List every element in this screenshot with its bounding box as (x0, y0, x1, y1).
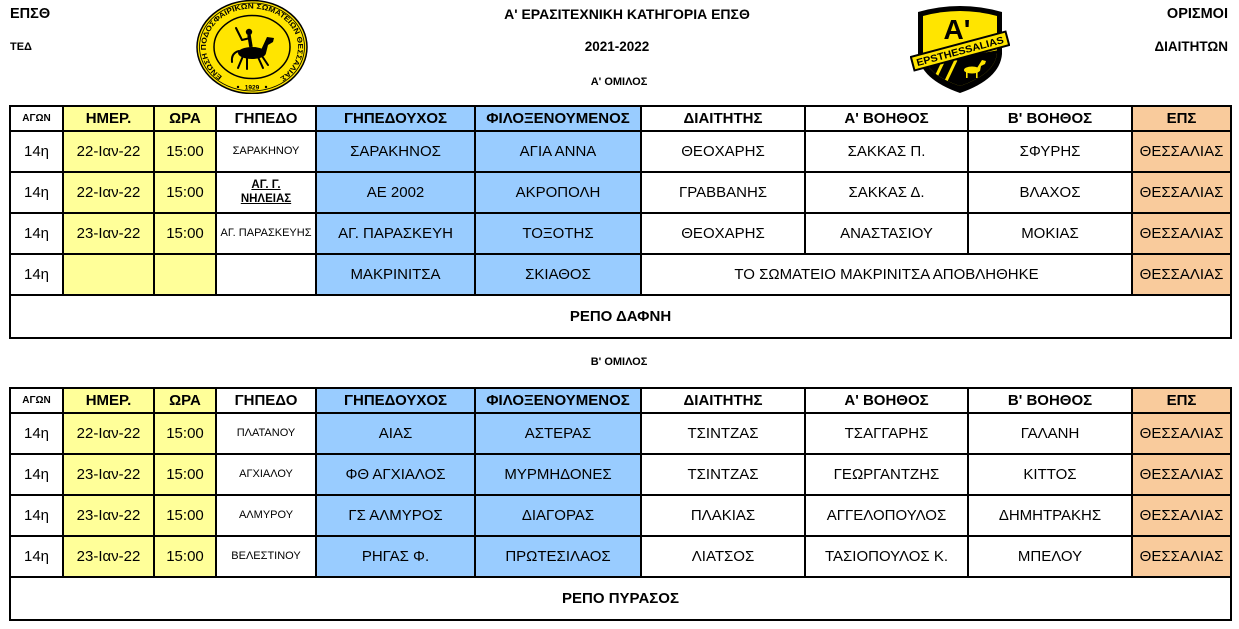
match-row (10, 454, 1231, 495)
match-row (10, 536, 1231, 577)
seal-ring-text: ΕΝΩΣΗ ΠΟΔΟΣΦΑΙΡΙΚΩΝ ΣΩΜΑΤΕΙΩΝ ΘΕΣΣΑΛΙΑΣ (198, 1, 306, 84)
federation-seal-icon (196, 0, 308, 94)
header-row (10, 388, 1231, 413)
time-cell: 15:00 (154, 495, 216, 536)
shield-mark-text: A' (943, 14, 971, 45)
union-cell: ΘΕΣΣΑΛΙΑΣ (1132, 413, 1231, 454)
away-team-cell: ΑΣΤΕΡΑΣ (475, 413, 641, 454)
referee-cell: ΘΕΟΧΑΡΗΣ (641, 131, 805, 172)
column-header-round: ΑΓΩΝ (10, 388, 63, 413)
union-cell: ΘΕΣΣΑΛΙΑΣ (1132, 454, 1231, 495)
referee-cell: ΓΡΑΒΒΑΝΗΣ (641, 172, 805, 213)
column-header-home-team: ΓΗΠΕΔΟΥΧΟΣ (316, 106, 475, 131)
referee-cell: ΛΙΑΤΣΟΣ (641, 536, 805, 577)
assistant-2-cell: ΜΠΕΛΟΥ (968, 536, 1132, 577)
round-cell: 14η (10, 213, 63, 254)
bye-team-cell: ΡΕΠΟ ΠΥΡΑΣΟΣ (10, 577, 1231, 620)
assistant-2-cell: ΒΛΑΧΟΣ (968, 172, 1132, 213)
bye-team-cell: ΡΕΠΟ ΔΑΦΝΗ (10, 295, 1231, 338)
column-header-union: ΕΠΣ (1132, 106, 1231, 131)
league-shield-icon (910, 2, 1010, 94)
time-cell: 15:00 (154, 131, 216, 172)
home-team-cell: ΣΑΡΑΚΗΝΟΣ (316, 131, 475, 172)
venue-label: ΑΓ. ΠΑΡΑΣΚΕΥΗΣ (220, 227, 312, 240)
away-team-cell: ΤΟΞΟΤΗΣ (475, 213, 641, 254)
away-team-cell: ΠΡΩΤΕΣΙΛΑΟΣ (475, 536, 641, 577)
assistant-1-cell: ΑΝΑΣΤΑΣΙΟΥ (805, 213, 968, 254)
union-cell: ΘΕΣΣΑΛΙΑΣ (1132, 536, 1231, 577)
column-header-assistant-1: Α' ΒΟΗΘΟΣ (805, 106, 968, 131)
assistant-1-cell: ΓΕΩΡΓΑΝΤΖΗΣ (805, 454, 968, 495)
date-cell: 23-Ιαν-22 (63, 213, 154, 254)
home-team-cell: ΜΑΚΡΙΝΙΤΣΑ (316, 254, 475, 295)
document-title-line-2: ΔΙΑΙΤΗΤΩΝ (1154, 39, 1228, 54)
venue-label: ΑΓ. Γ. ΝΗΛΕΙΑΣ (240, 179, 292, 205)
referee-cell: ΠΛΑΚΙΑΣ (641, 495, 805, 536)
union-cell: ΘΕΣΣΑΛΙΑΣ (1132, 254, 1231, 295)
venue-cell (216, 254, 316, 295)
document-title-line-1: ΟΡΙΣΜΟΙ (1166, 6, 1228, 22)
committee-name: ΤΕΔ (10, 41, 32, 53)
date-cell: 22-Ιαν-22 (63, 172, 154, 213)
time-cell: 15:00 (154, 172, 216, 213)
away-team-cell: ΔΙΑΓΟΡΑΣ (475, 495, 641, 536)
time-cell: 15:00 (154, 213, 216, 254)
match-row (10, 413, 1231, 454)
union-cell: ΘΕΣΣΑΛΙΑΣ (1132, 172, 1231, 213)
round-cell: 14η (10, 536, 63, 577)
venue-cell (216, 213, 316, 254)
season-label: 2021-2022 (584, 39, 650, 54)
round-cell: 14η (10, 254, 63, 295)
column-header-date: ΗΜΕΡ. (63, 388, 154, 413)
round-cell: 14η (10, 413, 63, 454)
seal-year-text: 1929 (244, 84, 260, 92)
column-header-round: ΑΓΩΝ (10, 106, 63, 131)
date-cell: 23-Ιαν-22 (63, 495, 154, 536)
assistant-1-cell: ΑΓΓΕΛΟΠΟΥΛΟΣ (805, 495, 968, 536)
column-header-away-team: ΦΙΛΟΞΕΝΟΥΜΕΝΟΣ (475, 388, 641, 413)
time-cell (154, 254, 216, 295)
header-row (10, 106, 1231, 131)
venue-cell: ΑΓΧΙΑΛΟΥ (216, 454, 316, 495)
date-cell: 22-Ιαν-22 (63, 413, 154, 454)
assistant-2-cell: ΓΑΛΑΝΗ (968, 413, 1132, 454)
date-cell: 23-Ιαν-22 (63, 536, 154, 577)
column-header-time: ΩΡΑ (154, 106, 216, 131)
home-team-cell: ΑΕ 2002 (316, 172, 475, 213)
date-cell: 23-Ιαν-22 (63, 454, 154, 495)
away-team-cell: ΜΥΡΜΗΔΟΝΕΣ (475, 454, 641, 495)
column-header-venue: ΓΗΠΕΔΟ (216, 106, 316, 131)
venue-cell: ΒΕΛΕΣΤΙΝΟΥ (216, 536, 316, 577)
referee-cell: ΤΣΙΝΤΖΑΣ (641, 413, 805, 454)
home-team-cell: ΡΗΓΑΣ Φ. (316, 536, 475, 577)
column-header-union: ΕΠΣ (1132, 388, 1231, 413)
column-header-date: ΗΜΕΡ. (63, 106, 154, 131)
match-row (10, 213, 1231, 254)
assistant-1-cell: ΣΑΚΚΑΣ Δ. (805, 172, 968, 213)
away-team-cell: ΑΚΡΟΠΟΛΗ (475, 172, 641, 213)
group-b-table (9, 387, 1232, 621)
union-cell: ΘΕΣΣΑΛΙΑΣ (1132, 213, 1231, 254)
round-cell: 14η (10, 495, 63, 536)
round-cell: 14η (10, 172, 63, 213)
column-header-assistant-2: Β' ΒΟΗΘΟΣ (968, 106, 1132, 131)
referee-cell: ΘΕΟΧΑΡΗΣ (641, 213, 805, 254)
org-name: ΕΠΣΘ (10, 6, 51, 22)
assistant-1-cell: ΣΑΚΚΑΣ Π. (805, 131, 968, 172)
match-row (10, 495, 1231, 536)
venue-cell: ΠΛΑΤΑΝΟΥ (216, 413, 316, 454)
venue-cell: ΑΛΜΥΡΟΥ (216, 495, 316, 536)
round-cell: 14η (10, 454, 63, 495)
time-cell: 15:00 (154, 413, 216, 454)
time-cell: 15:00 (154, 454, 216, 495)
home-team-cell: ΓΣ ΑΛΜΥΡΟΣ (316, 495, 475, 536)
date-cell (63, 254, 154, 295)
home-team-cell: ΦΘ ΑΓΧΙΑΛΟΣ (316, 454, 475, 495)
group-a-title: Α' ΟΜΙΛΟΣ (590, 76, 648, 88)
union-cell: ΘΕΣΣΑΛΙΑΣ (1132, 131, 1231, 172)
column-header-venue: ΓΗΠΕΔΟ (216, 388, 316, 413)
home-team-cell: ΑΓ. ΠΑΡΑΣΚΕΥΗ (316, 213, 475, 254)
group-a-table (9, 105, 1232, 339)
bye-row (10, 577, 1231, 620)
assistant-1-cell: ΤΣΑΓΓΑΡΗΣ (805, 413, 968, 454)
time-cell: 15:00 (154, 536, 216, 577)
column-header-time: ΩΡΑ (154, 388, 216, 413)
referee-cell: ΤΣΙΝΤΖΑΣ (641, 454, 805, 495)
bye-row (10, 295, 1231, 338)
column-header-away-team: ΦΙΛΟΞΕΝΟΥΜΕΝΟΣ (475, 106, 641, 131)
date-cell: 22-Ιαν-22 (63, 131, 154, 172)
match-row (10, 172, 1231, 213)
union-cell: ΘΕΣΣΑΛΙΑΣ (1132, 495, 1231, 536)
column-header-assistant-2: Β' ΒΟΗΘΟΣ (968, 388, 1132, 413)
match-row (10, 131, 1231, 172)
match-row (10, 254, 1231, 295)
column-header-referee: ΔΙΑΙΤΗΤΗΣ (641, 106, 805, 131)
column-header-referee: ΔΙΑΙΤΗΤΗΣ (641, 388, 805, 413)
group-b-title: Β' ΟΜΙΛΟΣ (590, 356, 648, 368)
match-note-cell: ΤΟ ΣΩΜΑΤΕΙΟ ΜΑΚΡΙΝΙΤΣΑ ΑΠΟΒΛΗΘΗΚΕ (641, 254, 1132, 295)
assistant-2-cell: ΣΦΥΡΗΣ (968, 131, 1132, 172)
round-cell: 14η (10, 131, 63, 172)
away-team-cell: ΑΓΙΑ ΑΝΝΑ (475, 131, 641, 172)
venue-cell: ΣΑΡΑΚΗΝΟΥ (216, 131, 316, 172)
venue-cell (216, 172, 316, 213)
home-team-cell: ΑΙΑΣ (316, 413, 475, 454)
assistant-2-cell: ΚΙΤΤΟΣ (968, 454, 1132, 495)
shield-banner-text: EPSTHESSALIAS (915, 36, 999, 70)
assistant-2-cell: ΜΟΚΙΑΣ (968, 213, 1132, 254)
assistant-1-cell: ΤΑΣΙΟΠΟΥΛΟΣ Κ. (805, 536, 968, 577)
competition-title: Α' ΕΡΑΣΙΤΕΧΝΙΚΗ ΚΑΤΗΓΟΡΙΑ ΕΠΣΘ (504, 6, 750, 22)
column-header-assistant-1: Α' ΒΟΗΘΟΣ (805, 388, 968, 413)
away-team-cell: ΣΚΙΑΘΟΣ (475, 254, 641, 295)
assistant-2-cell: ΔΗΜΗΤΡΑΚΗΣ (968, 495, 1132, 536)
column-header-home-team: ΓΗΠΕΔΟΥΧΟΣ (316, 388, 475, 413)
